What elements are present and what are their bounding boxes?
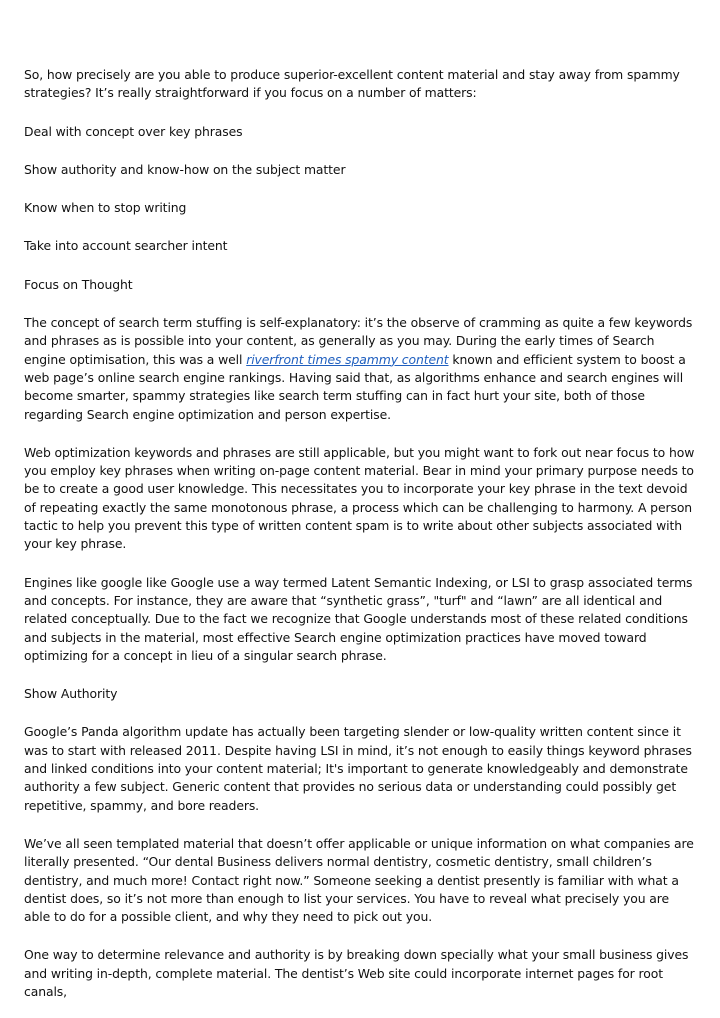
intro-paragraph: So, how precisely are you able to produce superior-excellent content material and stay away from spammy strategies? It’s really straightforward if you focus on a number of matters: bbox=[24, 67, 680, 101]
list-item-stop-writing: Know when to stop writing bbox=[24, 200, 187, 216]
riverfront-times-link[interactable]: riverfront times spammy content bbox=[246, 351, 449, 367]
list-item-concept: Deal with concept over key phrases bbox=[24, 123, 243, 139]
list-item-authority: Show authority and know-how on the subject matter bbox=[24, 161, 346, 177]
seo-keywords-paragraph: Web optimization keywords and phrases are still applicable, but you might want to fork out near focus to how you employ key phrases when writing on-page content material. Bear in mind your primary purpose needs to be to create a good user knowledge. This necessitates you to incorporate your key phrase in the text devoid of repeating exactly the same monotonous phrase, a process which can be challenging to harmony. A person tactic to help you prevent this type of written content spam is to write about other subjects associated with your key phrase. bbox=[24, 444, 695, 552]
section-heading-show-authority: Show Authority bbox=[24, 686, 118, 702]
list-item-focus-thought: Focus on Thought bbox=[24, 276, 133, 292]
templated-material-paragraph: We’ve all seen templated material that doesn’t offer applicable or unique information on what companies are literally presented. “Our dental Business delivers normal dentistry, cosmetic dentistry, small children’s dentistry, and much more! Contact right now.” Someone seeking a dentist presently is familiar with what a dentist does, so it’s not more than enough to list your services. You have to reveal what precisely you are able to do for a possible client, and why they need to pick out you. bbox=[24, 835, 694, 925]
paragraph-text-before-link: The concept of search term stuffing is self-explanatory: it’s the observe of cramming as quite a few keywords and phrases as is possible into your content, as generally as you may. During the early times of Search engine optimisation, this was a well bbox=[24, 315, 693, 367]
relevance-authority-paragraph: One way to determine relevance and authority is by breaking down specially what your small business gives and writing in-depth, complete material. The dentist’s Web site could incorporate internet pages for root canals, bbox=[24, 947, 689, 999]
lsi-paragraph: Engines like google like Google use a way termed Latent Semantic Indexing, or LSI to grasp associated terms and concepts. For instance, they are aware that “synthetic grass”, "turf" and “lawn” are all identical and related conceptually. Due to the fact we recognize that Google understands most of these related conditions and subjects in the material, most effective Search engine optimization practices have moved toward optimizing for a concept in lieu of a singular search phrase. bbox=[24, 574, 693, 663]
panda-update-paragraph: Google’s Panda algorithm update has actually been targeting slender or low-quality written content since it was to start with released 2011. Despite having LSI in mind, it’s not enough to easily things keyword phrases and linked conditions into your content material; It's important to generate knowledgeably and demonstrate authority a few subject. Generic content that provides no serious data or understanding could possibly get repetitive, spammy, and bore readers. bbox=[24, 724, 692, 813]
list-item-searcher-intent: Take into account searcher intent bbox=[24, 238, 228, 254]
paragraph-text-after-link: known and efficient system to boost a web page’s online search engine rankings. Having said that, as algorithms enhance and search engines will become smarter, spammy strategies like search term stuffing can in fact hurt your site, both of those regarding Search engine optimization and person expertise. bbox=[24, 351, 686, 422]
keyword-stuffing-paragraph bbox=[24, 314, 698, 424]
